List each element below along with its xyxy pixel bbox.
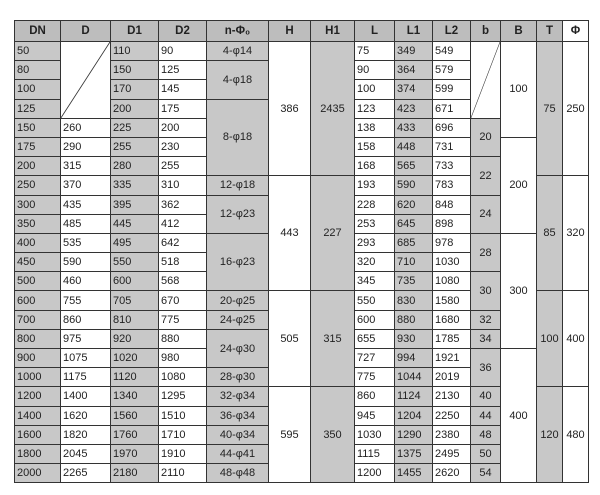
cell-n-phi: 12-φ23 bbox=[207, 195, 269, 233]
cell-d: 975 bbox=[61, 329, 111, 348]
cell-h1: 227 bbox=[311, 176, 355, 291]
cell-l2: 2620 bbox=[433, 464, 471, 483]
cell-l2: 978 bbox=[433, 233, 471, 252]
cell-l2: 671 bbox=[433, 99, 471, 118]
cell-B: 400 bbox=[501, 349, 537, 483]
header-t: T bbox=[537, 21, 563, 42]
cell-l2: 848 bbox=[433, 195, 471, 214]
cell-d: 260 bbox=[61, 118, 111, 137]
cell-d2: 880 bbox=[159, 329, 207, 348]
cell-l: 655 bbox=[355, 329, 395, 348]
cell-d1: 2180 bbox=[111, 464, 159, 483]
cell-dn: 1600 bbox=[15, 425, 61, 444]
cell-d1: 255 bbox=[111, 137, 159, 156]
cell-t: 120 bbox=[537, 387, 563, 483]
cell-b: 44 bbox=[471, 406, 501, 425]
cell-dn: 700 bbox=[15, 310, 61, 329]
cell-b: 34 bbox=[471, 329, 501, 348]
cell-l: 1200 bbox=[355, 464, 395, 483]
cell-d2: 518 bbox=[159, 253, 207, 272]
cell-l2: 1080 bbox=[433, 272, 471, 291]
cell-d2: 362 bbox=[159, 195, 207, 214]
cell-b: 30 bbox=[471, 272, 501, 310]
header-d: D bbox=[61, 21, 111, 42]
cell-d2: 1295 bbox=[159, 387, 207, 406]
cell-l: 860 bbox=[355, 387, 395, 406]
cell-dn: 800 bbox=[15, 329, 61, 348]
cell-l1: 685 bbox=[395, 233, 433, 252]
cell-l: 228 bbox=[355, 195, 395, 214]
cell-d2: 200 bbox=[159, 118, 207, 137]
cell-B: 100 bbox=[501, 42, 537, 138]
cell-l2: 2380 bbox=[433, 425, 471, 444]
cell-l: 1115 bbox=[355, 444, 395, 463]
cell-l1: 1455 bbox=[395, 464, 433, 483]
cell-d1: 110 bbox=[111, 42, 159, 61]
cell-n-phi: 12-φ18 bbox=[207, 176, 269, 195]
cell-d: 435 bbox=[61, 195, 111, 214]
cell-b: 40 bbox=[471, 387, 501, 406]
cell-dn: 80 bbox=[15, 61, 61, 80]
cell-d2: 255 bbox=[159, 157, 207, 176]
cell-dn: 100 bbox=[15, 80, 61, 99]
cell-h: 386 bbox=[269, 42, 311, 176]
cell-l2: 696 bbox=[433, 118, 471, 137]
cell-d: 460 bbox=[61, 272, 111, 291]
cell-d: 485 bbox=[61, 214, 111, 233]
cell-n-phi: 36-φ34 bbox=[207, 406, 269, 425]
cell-l2: 2019 bbox=[433, 368, 471, 387]
cell-d1: 280 bbox=[111, 157, 159, 176]
cell-d: 1175 bbox=[61, 368, 111, 387]
cell-d-empty bbox=[61, 42, 111, 119]
header-B: B bbox=[501, 21, 537, 42]
cell-l1: 645 bbox=[395, 214, 433, 233]
cell-n-phi: 28-φ30 bbox=[207, 368, 269, 387]
cell-l2: 731 bbox=[433, 137, 471, 156]
cell-d: 1075 bbox=[61, 349, 111, 368]
cell-d2: 1080 bbox=[159, 368, 207, 387]
cell-l: 90 bbox=[355, 61, 395, 80]
cell-b: 24 bbox=[471, 195, 501, 233]
cell-b: 54 bbox=[471, 464, 501, 483]
cell-dn: 1400 bbox=[15, 406, 61, 425]
cell-dn: 200 bbox=[15, 157, 61, 176]
cell-dn: 175 bbox=[15, 137, 61, 156]
cell-l: 138 bbox=[355, 118, 395, 137]
cell-d1: 1120 bbox=[111, 368, 159, 387]
cell-l: 75 bbox=[355, 42, 395, 61]
cell-d: 590 bbox=[61, 253, 111, 272]
cell-l: 293 bbox=[355, 233, 395, 252]
cell-d1: 1340 bbox=[111, 387, 159, 406]
cell-l2: 2130 bbox=[433, 387, 471, 406]
cell-l1: 1044 bbox=[395, 368, 433, 387]
cell-l1: 374 bbox=[395, 80, 433, 99]
cell-l1: 735 bbox=[395, 272, 433, 291]
cell-d2: 145 bbox=[159, 80, 207, 99]
header-dn: DN bbox=[15, 21, 61, 42]
cell-d2: 125 bbox=[159, 61, 207, 80]
cell-B: 300 bbox=[501, 233, 537, 348]
cell-n-phi: 24-φ30 bbox=[207, 329, 269, 367]
cell-d: 290 bbox=[61, 137, 111, 156]
cell-n-phi: 32-φ34 bbox=[207, 387, 269, 406]
cell-dn: 150 bbox=[15, 118, 61, 137]
cell-d1: 1560 bbox=[111, 406, 159, 425]
cell-n-phi: 8-φ18 bbox=[207, 99, 269, 176]
cell-l1: 433 bbox=[395, 118, 433, 137]
diagonal-line bbox=[61, 42, 110, 118]
cell-l: 253 bbox=[355, 214, 395, 233]
cell-d: 2045 bbox=[61, 444, 111, 463]
cell-d: 535 bbox=[61, 233, 111, 252]
cell-l: 1030 bbox=[355, 425, 395, 444]
cell-h: 443 bbox=[269, 176, 311, 291]
cell-l1: 565 bbox=[395, 157, 433, 176]
header-phi: Φ bbox=[563, 21, 589, 42]
cell-l2: 2250 bbox=[433, 406, 471, 425]
cell-l1: 994 bbox=[395, 349, 433, 368]
cell-d1: 1970 bbox=[111, 444, 159, 463]
cell-d2: 1510 bbox=[159, 406, 207, 425]
cell-dn: 400 bbox=[15, 233, 61, 252]
cell-l: 168 bbox=[355, 157, 395, 176]
cell-l: 193 bbox=[355, 176, 395, 195]
cell-b-empty bbox=[471, 42, 501, 119]
header-l: L bbox=[355, 21, 395, 42]
cell-l: 345 bbox=[355, 272, 395, 291]
cell-l2: 599 bbox=[433, 80, 471, 99]
cell-t: 75 bbox=[537, 42, 563, 176]
cell-d1: 810 bbox=[111, 310, 159, 329]
cell-dn: 50 bbox=[15, 42, 61, 61]
header-d2: D2 bbox=[159, 21, 207, 42]
cell-l2: 898 bbox=[433, 214, 471, 233]
cell-d2: 2110 bbox=[159, 464, 207, 483]
cell-d1: 225 bbox=[111, 118, 159, 137]
cell-d1: 1020 bbox=[111, 349, 159, 368]
dimension-table bbox=[14, 20, 589, 483]
cell-dn: 1800 bbox=[15, 444, 61, 463]
diagonal-line bbox=[471, 42, 500, 118]
cell-l2: 1680 bbox=[433, 310, 471, 329]
cell-d2: 1910 bbox=[159, 444, 207, 463]
cell-d2: 310 bbox=[159, 176, 207, 195]
cell-dn: 600 bbox=[15, 291, 61, 310]
cell-n-phi: 20-φ25 bbox=[207, 291, 269, 310]
cell-l: 123 bbox=[355, 99, 395, 118]
cell-b: 48 bbox=[471, 425, 501, 444]
cell-n-phi: 4-φ14 bbox=[207, 42, 269, 61]
cell-phi: 320 bbox=[563, 176, 589, 291]
cell-l2: 1580 bbox=[433, 291, 471, 310]
cell-l: 775 bbox=[355, 368, 395, 387]
cell-phi: 480 bbox=[563, 387, 589, 483]
cell-dn: 125 bbox=[15, 99, 61, 118]
cell-d: 1820 bbox=[61, 425, 111, 444]
cell-l2: 2495 bbox=[433, 444, 471, 463]
cell-dn: 1200 bbox=[15, 387, 61, 406]
cell-d2: 670 bbox=[159, 291, 207, 310]
cell-l1: 1204 bbox=[395, 406, 433, 425]
cell-dn: 1000 bbox=[15, 368, 61, 387]
cell-d: 1620 bbox=[61, 406, 111, 425]
cell-d1: 445 bbox=[111, 214, 159, 233]
cell-dn: 450 bbox=[15, 253, 61, 272]
cell-d2: 980 bbox=[159, 349, 207, 368]
cell-b: 50 bbox=[471, 444, 501, 463]
cell-dn: 2000 bbox=[15, 464, 61, 483]
cell-l: 727 bbox=[355, 349, 395, 368]
cell-t: 85 bbox=[537, 176, 563, 291]
cell-l2: 1030 bbox=[433, 253, 471, 272]
cell-b: 20 bbox=[471, 118, 501, 156]
cell-h: 595 bbox=[269, 387, 311, 483]
header-h: H bbox=[269, 21, 311, 42]
cell-phi: 400 bbox=[563, 291, 589, 387]
cell-l1: 880 bbox=[395, 310, 433, 329]
header-l1: L1 bbox=[395, 21, 433, 42]
cell-l1: 830 bbox=[395, 291, 433, 310]
cell-l1: 590 bbox=[395, 176, 433, 195]
cell-l: 945 bbox=[355, 406, 395, 425]
cell-d2: 775 bbox=[159, 310, 207, 329]
cell-b: 32 bbox=[471, 310, 501, 329]
cell-phi: 250 bbox=[563, 42, 589, 176]
cell-d2: 230 bbox=[159, 137, 207, 156]
cell-l: 550 bbox=[355, 291, 395, 310]
cell-d1: 335 bbox=[111, 176, 159, 195]
cell-l2: 549 bbox=[433, 42, 471, 61]
cell-d: 860 bbox=[61, 310, 111, 329]
cell-l2: 733 bbox=[433, 157, 471, 176]
cell-h1: 350 bbox=[311, 387, 355, 483]
cell-d1: 705 bbox=[111, 291, 159, 310]
cell-t: 100 bbox=[537, 291, 563, 387]
cell-n-phi: 16-φ23 bbox=[207, 233, 269, 291]
cell-d1: 600 bbox=[111, 272, 159, 291]
spec-table-wrapper bbox=[14, 20, 589, 483]
cell-d2: 1710 bbox=[159, 425, 207, 444]
header-h1: H1 bbox=[311, 21, 355, 42]
cell-d1: 495 bbox=[111, 233, 159, 252]
cell-dn: 350 bbox=[15, 214, 61, 233]
cell-b: 22 bbox=[471, 157, 501, 195]
cell-l1: 423 bbox=[395, 99, 433, 118]
cell-n-phi: 48-φ48 bbox=[207, 464, 269, 483]
cell-d1: 550 bbox=[111, 253, 159, 272]
cell-d: 755 bbox=[61, 291, 111, 310]
cell-l1: 448 bbox=[395, 137, 433, 156]
cell-dn: 300 bbox=[15, 195, 61, 214]
cell-dn: 250 bbox=[15, 176, 61, 195]
cell-l2: 783 bbox=[433, 176, 471, 195]
cell-l1: 1124 bbox=[395, 387, 433, 406]
cell-l1: 1375 bbox=[395, 444, 433, 463]
cell-h: 505 bbox=[269, 291, 311, 387]
cell-l: 600 bbox=[355, 310, 395, 329]
cell-h1: 2435 bbox=[311, 42, 355, 176]
cell-h1: 315 bbox=[311, 291, 355, 387]
cell-l: 100 bbox=[355, 80, 395, 99]
table-row bbox=[15, 42, 589, 61]
cell-l: 158 bbox=[355, 137, 395, 156]
header-d1: D1 bbox=[111, 21, 159, 42]
cell-l1: 349 bbox=[395, 42, 433, 61]
cell-d2: 642 bbox=[159, 233, 207, 252]
header-l2: L2 bbox=[433, 21, 471, 42]
cell-l1: 710 bbox=[395, 253, 433, 272]
cell-d2: 412 bbox=[159, 214, 207, 233]
cell-d1: 920 bbox=[111, 329, 159, 348]
cell-l2: 1785 bbox=[433, 329, 471, 348]
cell-dn: 500 bbox=[15, 272, 61, 291]
cell-b: 28 bbox=[471, 233, 501, 271]
header-row bbox=[15, 21, 589, 42]
cell-B: 200 bbox=[501, 137, 537, 233]
cell-l1: 1290 bbox=[395, 425, 433, 444]
cell-dn: 900 bbox=[15, 349, 61, 368]
cell-d1: 150 bbox=[111, 61, 159, 80]
cell-n-phi: 40-φ34 bbox=[207, 425, 269, 444]
cell-d1: 395 bbox=[111, 195, 159, 214]
cell-d: 370 bbox=[61, 176, 111, 195]
cell-l1: 930 bbox=[395, 329, 433, 348]
cell-l1: 364 bbox=[395, 61, 433, 80]
cell-l1: 620 bbox=[395, 195, 433, 214]
cell-d1: 1760 bbox=[111, 425, 159, 444]
cell-d1: 200 bbox=[111, 99, 159, 118]
header-n-phi: n-Φ₀ bbox=[207, 21, 269, 42]
cell-d2: 175 bbox=[159, 99, 207, 118]
cell-l2: 1921 bbox=[433, 349, 471, 368]
header-b: b bbox=[471, 21, 501, 42]
cell-d2: 568 bbox=[159, 272, 207, 291]
cell-d: 315 bbox=[61, 157, 111, 176]
cell-d1: 170 bbox=[111, 80, 159, 99]
cell-l2: 579 bbox=[433, 61, 471, 80]
cell-b: 36 bbox=[471, 349, 501, 387]
cell-n-phi: 44-φ41 bbox=[207, 444, 269, 463]
cell-n-phi: 4-φ18 bbox=[207, 61, 269, 99]
cell-d: 1400 bbox=[61, 387, 111, 406]
cell-d: 2265 bbox=[61, 464, 111, 483]
cell-d2: 90 bbox=[159, 42, 207, 61]
cell-l: 320 bbox=[355, 253, 395, 272]
cell-n-phi: 24-φ25 bbox=[207, 310, 269, 329]
